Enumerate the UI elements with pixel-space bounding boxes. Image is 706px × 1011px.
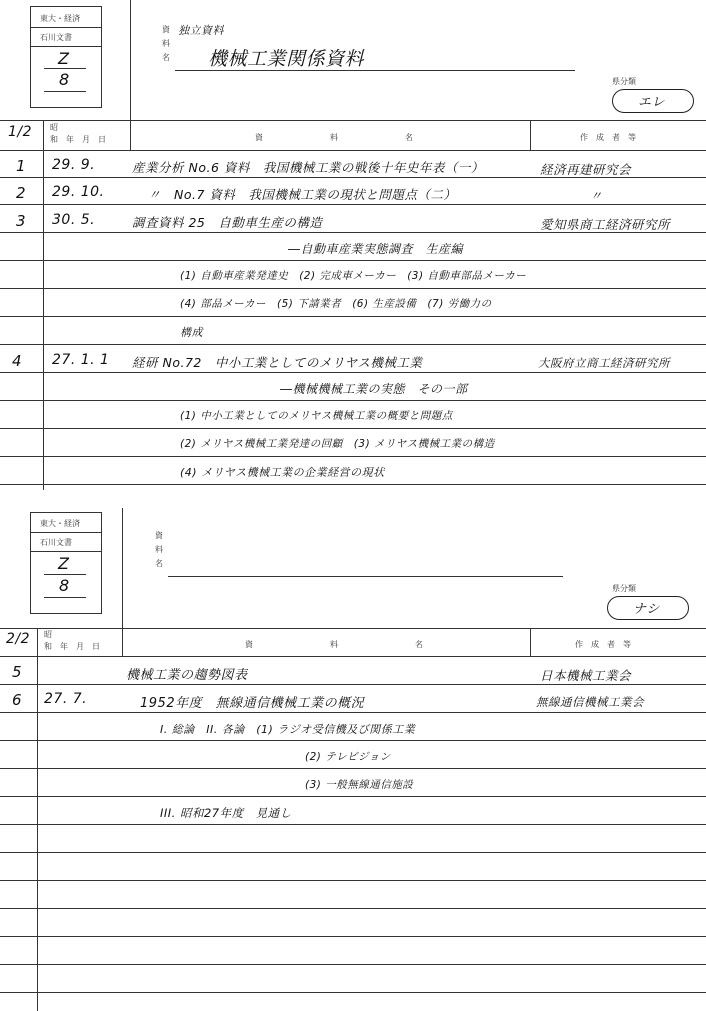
row-author: 〃 [590,189,603,203]
row-text: ―自動車産業実態調査 生産編 [288,242,464,256]
row-text: I. 総論 II. 各論 (1) ラジオ受信機及び関係工業 [160,723,416,736]
row-text: (2) テレビジョン [305,751,391,763]
classification-label: 県分類 [612,584,636,593]
header-author: 作 成 者 等 [575,640,631,649]
document-title: 機械工業関係資料 [208,48,365,70]
stamp-box-code: Z [58,49,70,68]
classification-label: 県分類 [612,77,636,86]
row-date: 27. 7. [44,691,88,707]
row-author: 愛知県商工経済研究所 [540,217,671,232]
row-text: 機械工業の趨勢図表 [126,668,248,683]
header-doc-1: 資 [255,133,263,142]
row-date: 30. 5. [52,212,96,228]
row-author: 経済再建研究会 [540,162,632,177]
row-author: 大阪府立商工経済研究所 [538,356,670,370]
row-number: 4 [12,352,23,370]
header-date: 和 年 月 日 [44,642,100,651]
row-text: (3) 一般無線通信施設 [305,779,414,791]
stamp-collection: 石川文書 [40,538,72,547]
row-text: (4) メリヤス機械工業の企業経営の現状 [180,466,385,479]
row-number: 3 [16,212,27,230]
row-text: (1) 自動車産業発達史 (2) 完成車メーカー (3) 自動車部品メーカー [180,270,527,282]
row-date: 27. 1. 1 [52,352,110,368]
stamp-box-code: Z [58,554,70,573]
row-text: 構成 [180,326,203,339]
header-doc-2: 料 [330,133,338,142]
row-text: 調査資料 25 自動車生産の構造 [132,215,323,230]
row-text: 産業分析 No.6 資料 我国機械工業の戦後十年史年表（一） [132,160,484,175]
row-date: 29. 10. [52,184,105,200]
header-era: 昭 [44,630,52,639]
header-doc-2: 料 [330,640,338,649]
stamp-institution: 東大・経済 [40,519,80,528]
row-text: ―機械機械工業の実態 その一部 [280,382,468,396]
title-label: 資 [155,531,163,540]
header-doc-3: 名 [415,640,423,649]
classification-mark: ナシ [633,602,660,617]
row-number: 6 [12,691,23,709]
row-text: (4) 部品メーカー (5) 下請業者 (6) 生産設備 (7) 労働力の [180,298,492,310]
stamp-collection: 石川文書 [40,33,72,42]
row-text: III. 昭和27年度 見通し [160,806,292,820]
row-author: 日本機械工業会 [540,668,632,683]
stamp-box-number: 8 [59,576,70,595]
classification-mark: エレ [638,95,666,110]
header-era: 昭 [50,123,58,132]
sheet-number: 2/2 [6,631,31,647]
row-author: 無線通信機械工業会 [536,695,644,709]
stamp-institution: 東大・経済 [40,14,80,23]
title-note: 独立資料 [178,24,224,37]
stamp-box-number: 8 [59,70,70,89]
row-text: 〃 No.7 資料 我国機械工業の現状と問題点（二） [148,187,457,202]
header-author: 作 成 者 等 [580,133,636,142]
header-doc-3: 名 [405,133,413,142]
header-doc-1: 資 [245,640,253,649]
row-number: 2 [16,184,27,202]
sheet-number: 1/2 [8,124,33,140]
title-label: 資 [162,25,170,34]
header-date: 和 年 月 日 [50,135,106,144]
row-date: 29. 9. [52,157,96,173]
row-number: 1 [16,157,27,175]
row-text: (1) 中小工業としてのメリヤス機械工業の概要と問題点 [180,410,453,422]
row-number: 5 [12,663,23,681]
row-text: (2) メリヤス機械工業発達の回顧 (3) メリヤス機械工業の構造 [180,438,495,450]
row-text: 経研 No.72 中小工業としてのメリヤス機械工業 [132,355,423,370]
row-text: 1952年度 無線通信機械工業の概況 [140,696,365,711]
